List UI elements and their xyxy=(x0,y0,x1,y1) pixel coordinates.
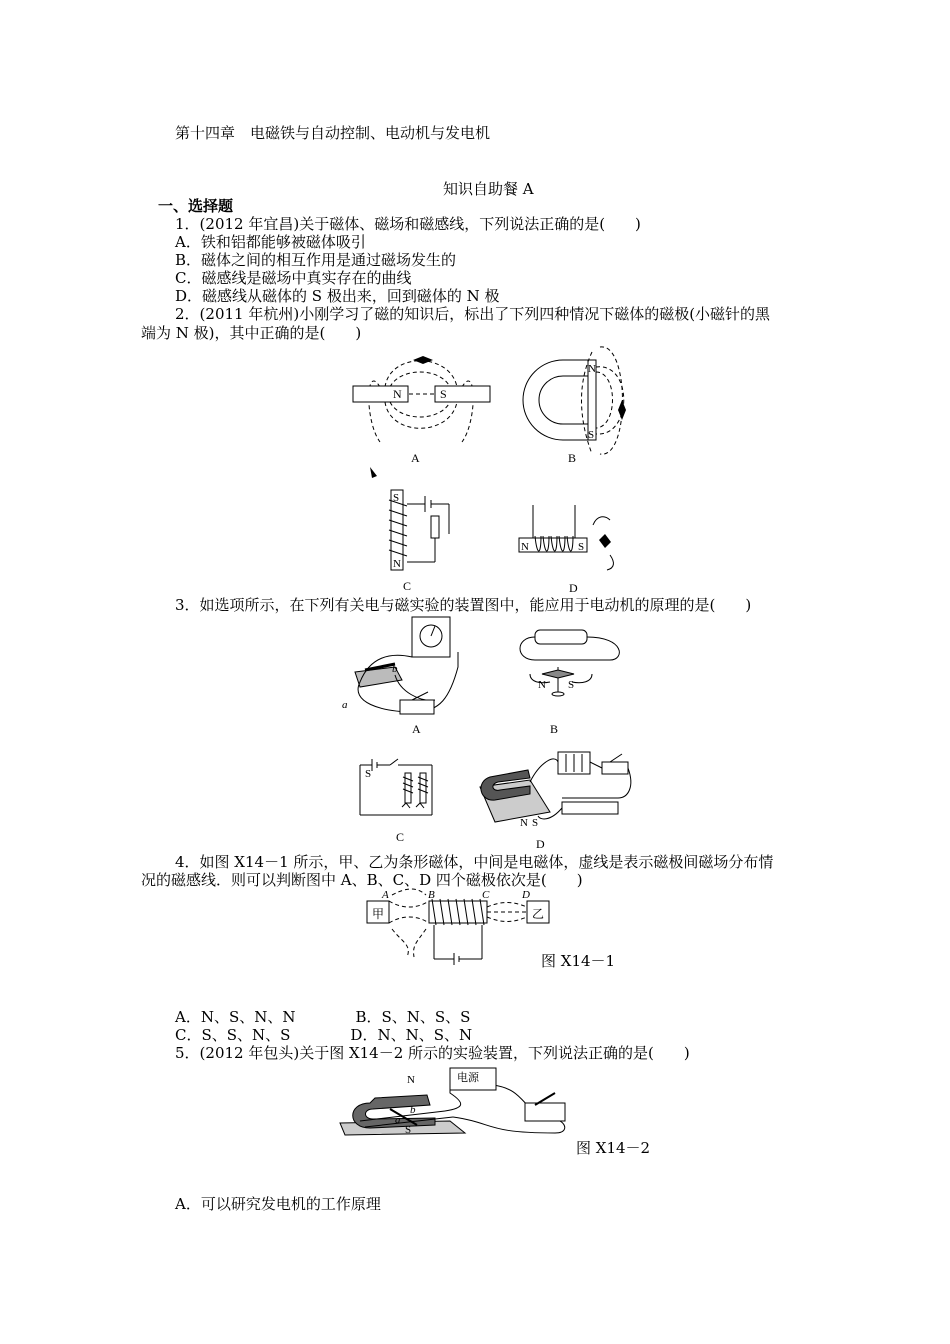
fig-label-d: D xyxy=(569,581,578,595)
section-title: 知识自助餐 A xyxy=(443,180,534,198)
fig-label-a: A xyxy=(412,722,421,736)
q2-stem-line1: 2．(2011 年杭州)小刚学习了磁的知识后，标出了下列四种情况下磁体的磁极(小磁针的黑 xyxy=(175,305,771,323)
q2-figure-d xyxy=(515,500,635,595)
pole-label: S xyxy=(440,387,447,401)
wire-label-b: b xyxy=(410,1104,416,1116)
fig-label-b: B xyxy=(568,451,577,465)
switch-icon xyxy=(525,1103,565,1121)
pole-label-s: S xyxy=(405,1124,412,1136)
fig-label-c: C xyxy=(403,579,412,593)
pole-label: N xyxy=(521,541,529,553)
pole-label: N xyxy=(538,679,546,691)
pole-label-n: N xyxy=(407,1074,415,1086)
wire-label: b xyxy=(392,663,398,675)
pole-label: S xyxy=(568,679,575,691)
pole-label-b: B xyxy=(428,889,435,901)
q2-figure-a xyxy=(345,342,495,467)
q4-options-row2: C．S、S、N、S D．N、N、S、N xyxy=(175,1026,473,1044)
pole-label: N xyxy=(520,817,528,829)
pole-label-c: C xyxy=(482,889,490,901)
fig-label-a: A xyxy=(411,451,420,465)
pole-label-a: A xyxy=(382,889,389,901)
compass-needle-icon xyxy=(370,467,377,478)
pole-label: N xyxy=(393,387,402,401)
q1-option-d: D．磁感线从磁体的 S 极出来，回到磁体的 N 极 xyxy=(175,287,500,305)
q5-figure xyxy=(335,1063,575,1141)
q4-stem-line2: 况的磁感线．则可以判断图中 A、B、C、D 四个磁极依次是( ) xyxy=(141,871,583,889)
q4-options-row1: A．N、S、N、N B．S、N、S、S xyxy=(175,1008,471,1026)
q1-option-a: A．铁和铝都能够被磁体吸引 xyxy=(175,233,366,251)
wire-label-a: a xyxy=(395,1114,401,1126)
compass-needle-icon xyxy=(618,400,626,420)
q2-stem-line2: 端为 N 极)，其中正确的是( ) xyxy=(141,324,362,342)
fig-label-d: D xyxy=(536,837,545,851)
battery-icon xyxy=(535,630,587,644)
pole-label: S xyxy=(588,429,595,441)
chapter-title: 第十四章 电磁铁与自动控制、电动机与发电机 xyxy=(175,124,491,142)
section-heading: 一、选择题 xyxy=(158,197,234,215)
pole-label: S xyxy=(532,817,539,829)
fig-label-b: B xyxy=(550,722,559,736)
q1-option-b: B．磁体之间的相互作用是通过磁场发生的 xyxy=(175,251,457,269)
compass-needle-icon xyxy=(599,534,611,548)
rheostat-icon xyxy=(562,802,618,814)
pole-label: N xyxy=(588,363,596,375)
q5-stem: 5．(2012 年包头)关于图 X14－2 所示的实验装置，下列说法正确的是( ) xyxy=(175,1044,690,1062)
q3-figure-a xyxy=(340,612,470,737)
q2-figure-c xyxy=(365,462,475,594)
switch-icon xyxy=(602,762,628,774)
q3-stem: 3．如选项所示，在下列有关电与磁实验的装置图中，能应用于电动机的原理的是( ) xyxy=(175,596,752,614)
q3-figure-c xyxy=(350,745,440,845)
q2-figure-b xyxy=(518,342,638,467)
q3-figure-b xyxy=(510,612,630,737)
pole-label: S xyxy=(393,492,400,504)
q4-caption: 图 X14－1 xyxy=(541,952,616,970)
q5-option-a: A．可以研究发电机的工作原理 xyxy=(175,1195,381,1213)
switch-label: S xyxy=(365,768,372,780)
wire-label: a xyxy=(342,699,348,711)
compass-needle-icon xyxy=(413,356,433,364)
power-supply-label: 电源 xyxy=(457,1072,479,1084)
q1-stem: 1．(2012 年宜昌)关于磁体、磁场和磁感线，下列说法正确的是( ) xyxy=(175,215,641,233)
q3-figure-d xyxy=(470,742,635,852)
magnet-label-jia: 甲 xyxy=(372,907,385,921)
pole-label-d: D xyxy=(522,889,530,901)
q1-option-c: C．磁感线是磁场中真实存在的曲线 xyxy=(175,269,412,287)
q5-caption: 图 X14－2 xyxy=(576,1139,651,1157)
pole-label: N xyxy=(393,558,401,570)
q4-figure xyxy=(362,887,557,972)
magnet-label-yi: 乙 xyxy=(532,907,545,921)
q4-stem-line1: 4．如图 X14－1 所示，甲、乙为条形磁体，中间是电磁体，虚线是表示磁极间磁场分布情 xyxy=(175,853,774,871)
fig-label-c: C xyxy=(396,830,405,844)
pole-label: S xyxy=(578,541,585,553)
